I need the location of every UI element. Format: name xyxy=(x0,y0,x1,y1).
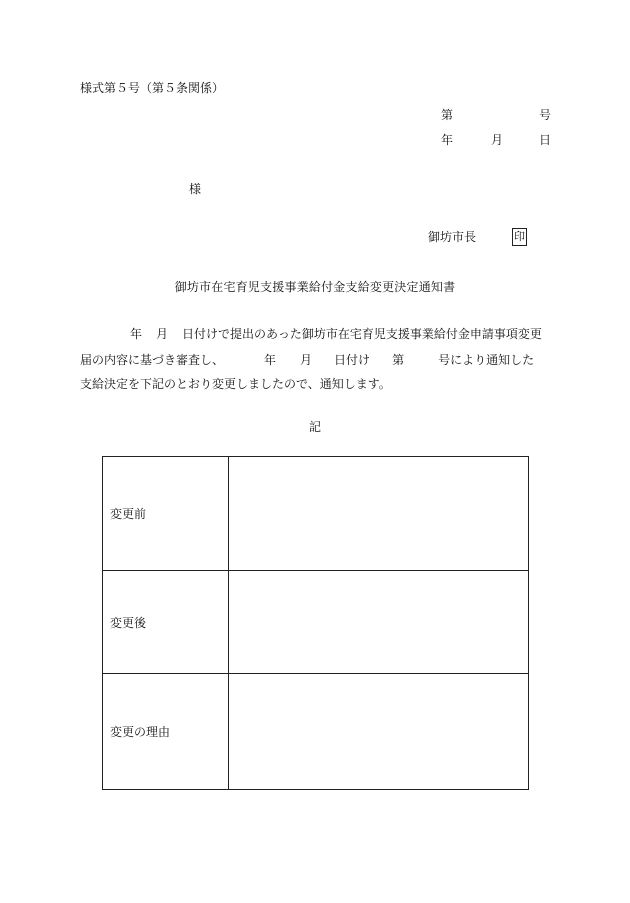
body-dai-2: 第 xyxy=(392,353,405,367)
form-number: 様式第５号（第５条関係） xyxy=(80,81,225,95)
seal-stamp: 印 xyxy=(512,228,527,246)
body-end-2: 号により通知した xyxy=(438,353,535,367)
row-value-after xyxy=(229,571,529,674)
body-year-2: 年 xyxy=(264,353,277,367)
row-value-reason xyxy=(229,674,529,790)
table-row-before xyxy=(103,457,529,571)
addressee: 様 xyxy=(189,182,202,196)
sender: 御坊市長 xyxy=(428,230,477,244)
body-month-1: 月 xyxy=(156,327,169,341)
body-date-2: 日付け xyxy=(334,353,371,367)
row-value-before xyxy=(229,457,529,571)
row-label-reason: 変更の理由 xyxy=(103,674,229,790)
row-label-before: 変更前 xyxy=(103,457,229,571)
document-number xyxy=(0,107,630,123)
ki-heading: 記 xyxy=(308,420,321,434)
body-text-2: 届の内容に基づき審査し、 xyxy=(80,353,225,367)
document-number-prefix: 第 xyxy=(441,108,454,122)
body-line-3: 支給決定を下記のとおり変更しましたので、通知します。 xyxy=(80,377,391,391)
body-line-2 xyxy=(80,352,534,368)
document-number-suffix: 号 xyxy=(539,108,552,122)
document-title: 御坊市在宅育児支援事業給付金支給変更決定通知書 xyxy=(174,280,456,294)
issue-date-day: 日 xyxy=(539,133,552,147)
table-row-reason xyxy=(103,674,529,790)
row-label-after: 変更後 xyxy=(103,571,229,674)
change-detail-table xyxy=(102,456,529,790)
table-row-after xyxy=(103,571,529,674)
body-text-1: 日付けで提出のあった御坊市在宅育児支援事業給付金申請事項変更 xyxy=(182,327,542,341)
body-line-1 xyxy=(80,326,542,342)
issue-date xyxy=(0,132,630,148)
body-month-2: 月 xyxy=(300,353,313,367)
issue-date-month: 月 xyxy=(491,133,504,147)
body-year-1: 年 xyxy=(130,327,143,341)
issue-date-year: 年 xyxy=(441,133,454,147)
